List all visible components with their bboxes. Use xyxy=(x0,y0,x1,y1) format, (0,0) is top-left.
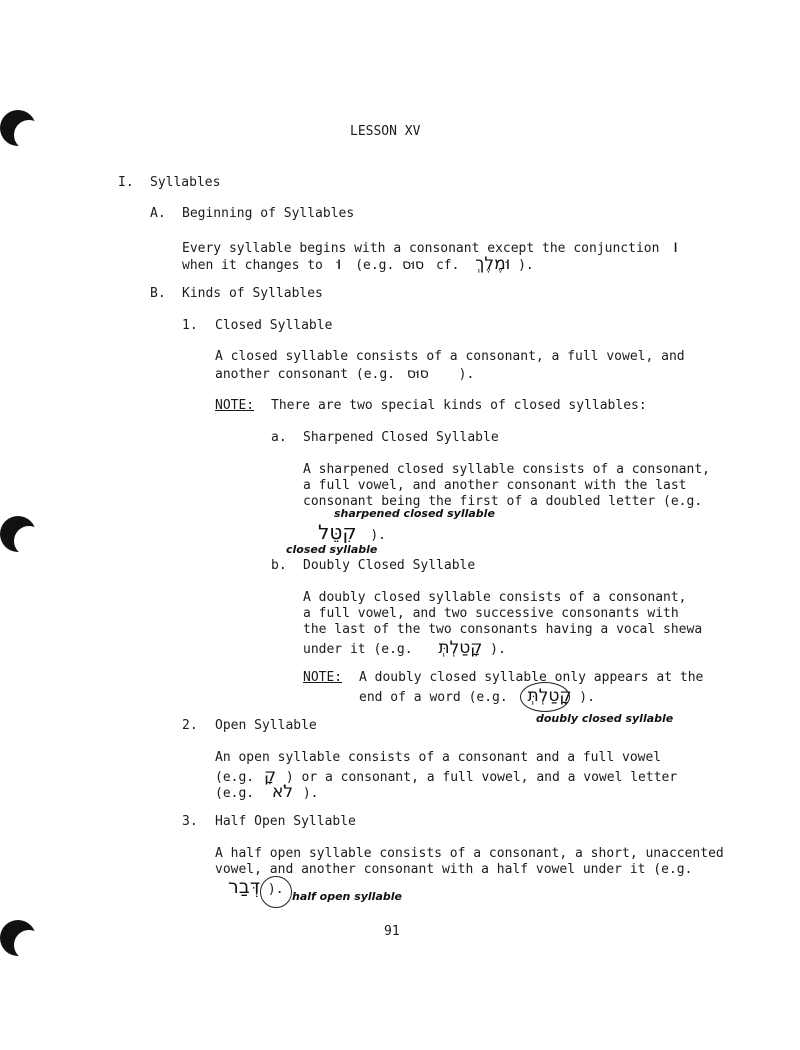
note2-text2: end of a word (e.g. xyxy=(359,690,508,705)
item-1-text2: another consonant (e.g. xyxy=(215,367,396,382)
section-A-number: A. xyxy=(150,206,166,221)
item-2-line3 xyxy=(215,782,318,802)
hebrew-example-qatalt: קָטַלְתְּ xyxy=(438,638,483,658)
note2-label: NOTE: xyxy=(303,670,343,685)
hebrew-example-umelekh: וּמֶלֶךְ xyxy=(475,254,511,274)
item-a-line1: A sharpened closed syllable consists of a consonant, xyxy=(303,462,710,477)
item-3-line2: vowel, and another consonant with a half vowel under it (e.g. xyxy=(215,862,693,877)
item-2-number: 2. xyxy=(182,718,198,733)
section-I-heading: Syllables xyxy=(150,175,221,190)
handwritten-doubly-note: doubly closed syllable xyxy=(536,712,674,725)
section-A-text2: when it changes to xyxy=(182,258,323,273)
item-1-number: 1. xyxy=(182,318,198,333)
handwritten-circle-halfopen xyxy=(260,876,292,908)
note2-close: ). xyxy=(579,690,595,705)
item-2-text2a: (e.g. xyxy=(215,770,255,785)
section-A-close: ). xyxy=(518,258,534,273)
hebrew-example-sus: סוּס xyxy=(402,257,425,273)
item-a-number: a. xyxy=(271,430,287,445)
note1-label: NOTE: xyxy=(215,398,255,413)
hebrew-example-note2: קָטַלְתְּ xyxy=(527,686,572,706)
item-1-close: ). xyxy=(458,367,475,382)
handwritten-circle-doubly xyxy=(520,682,570,712)
item-a-heading: Sharpened Closed Syllable xyxy=(303,430,499,445)
item-a-line3: consonant being the first of a doubled letter (e.g. xyxy=(303,494,703,509)
item-3-line1: A half open syllable consists of a consonant, a short, unaccented xyxy=(215,846,724,861)
section-I-number: I. xyxy=(118,175,134,190)
handwritten-sharpened-note: sharpened closed syllable xyxy=(334,507,495,520)
binder-hole-top xyxy=(0,110,36,146)
item-2-text2b: ) or a consonant, a full vowel, and a vowel letter xyxy=(285,770,678,785)
item-a-example-line xyxy=(318,520,386,544)
item-b-text4: under it (e.g. xyxy=(303,642,413,657)
note2-line1: A doubly closed syllable only appears at the xyxy=(359,670,704,685)
section-B-number: B. xyxy=(150,286,166,301)
item-b-close: ). xyxy=(490,642,506,657)
item-3-number: 3. xyxy=(182,814,198,829)
page-number: 91 xyxy=(384,924,400,939)
hebrew-example-qa: קָ xyxy=(263,766,277,786)
item-2-heading: Open Syllable xyxy=(215,718,317,733)
item-3-heading: Half Open Syllable xyxy=(215,814,356,829)
section-A-heading: Beginning of Syllables xyxy=(182,206,355,221)
section-B-heading: Kinds of Syllables xyxy=(182,286,323,301)
item-a-line2: a full vowel, and another consonant with the last xyxy=(303,478,687,493)
hebrew-vav: ו xyxy=(673,237,678,257)
handwritten-halfopen-note: half open syllable xyxy=(292,890,402,903)
hebrew-example-closed: סוּס xyxy=(406,366,429,382)
note1-text: There are two special kinds of closed syllables: xyxy=(271,398,647,413)
item-1-line2 xyxy=(215,366,474,382)
hebrew-shureq: וּ xyxy=(336,254,342,274)
item-b-line2: a full vowel, and two successive consonants with xyxy=(303,606,679,621)
item-b-heading: Doubly Closed Syllable xyxy=(303,558,476,573)
item-1-line1: A closed syllable consists of a consonant, a full vowel, and xyxy=(215,349,685,364)
item-2-line1: An open syllable consists of a consonant and a full vowel xyxy=(215,750,662,765)
item-b-line3: the last of the two consonants having a vocal shewa xyxy=(303,622,703,637)
item-2-close: ). xyxy=(302,786,319,801)
section-A-eg: (e.g. xyxy=(355,258,395,273)
hebrew-example-qittel: קִטֵּל xyxy=(318,520,357,544)
item-b-number: b. xyxy=(271,558,287,573)
item-b-line4 xyxy=(303,638,506,658)
section-A-line2 xyxy=(182,254,534,274)
binder-hole-middle xyxy=(0,516,36,552)
page-title: LESSON XV xyxy=(350,124,421,139)
handwritten-closed-note: closed syllable xyxy=(286,543,378,556)
item-2-text3a: (e.g. xyxy=(215,786,255,801)
item-1-heading: Closed Syllable xyxy=(215,318,333,333)
binder-hole-bottom xyxy=(0,920,36,956)
section-A-cf: cf. xyxy=(435,258,460,273)
item-3-close: ). xyxy=(267,882,284,897)
hebrew-example-devar: דְּבַר xyxy=(228,876,261,898)
item-b-line1: A doubly closed syllable consists of a consonant, xyxy=(303,590,687,605)
hebrew-example-lo: לֹא xyxy=(271,782,293,802)
item-a-close: ). xyxy=(370,528,387,543)
section-A-text1: Every syllable begins with a consonant except the conjunction xyxy=(182,241,660,256)
